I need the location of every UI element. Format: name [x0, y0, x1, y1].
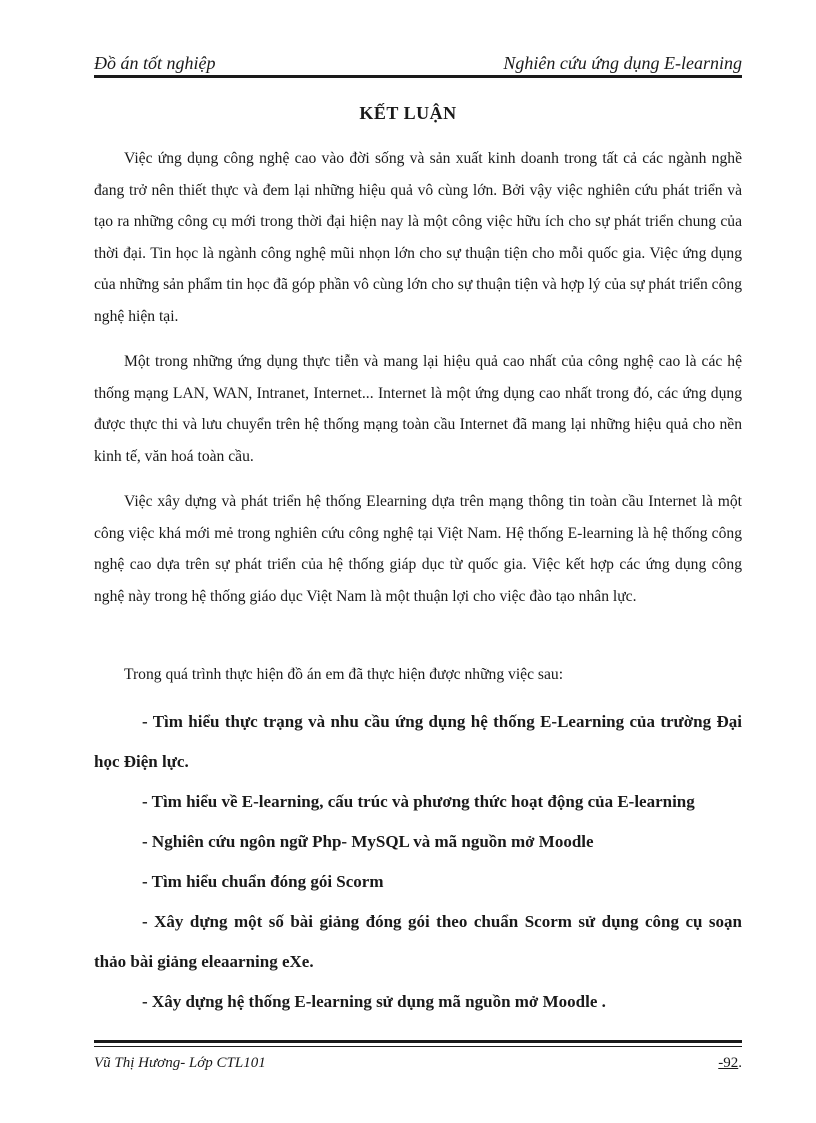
paragraph: Việc xây dựng và phát triển hệ thống Elearning dựa trên mạng thông tin toàn cầu Internet là một công việc khá mới mẻ trong nghiên cứu công nghệ tại Việt Nam. Hệ thống E-learning là hệ thống công nghệ cao dựa trên sự phát triển của hệ thống giáp dục từ quốc gia. Việc kết hợp các ứng dụng công nghệ này trong hệ thống giáo dục Việt Nam là một thuận lợi cho việc đào tạo nhân lực.: [94, 493, 742, 605]
list-item: - Tìm hiểu về E-learning, cấu trúc và phương thức hoạt động của E-learning: [142, 792, 695, 811]
paragraph: Một trong những ứng dụng thực tiễn và mang lại hiệu quả cao nhất của công nghệ cao là các hệ thống mạng LAN, WAN, Intranet, Internet... Internet là một ứng dụng cao nhất trong đó, các ứng dụng được thực thi và lưu chuyển trên hệ thống mạng toàn cầu Internet đã mang lại những hiệu quả cho nền kinh tế, văn hoá toàn cầu.: [94, 353, 742, 465]
footer-author: Vũ Thị Hương- Lớp CTL101: [94, 1055, 266, 1071]
page-number-text: -92: [718, 1055, 739, 1071]
page-title: KẾT LUẬN: [359, 103, 457, 123]
paragraph-block: [94, 346, 742, 472]
page-footer: [94, 1040, 742, 1074]
list-item: - Nghiên cứu ngôn ngữ Php- MySQL và mã nguồn mở Moodle: [142, 832, 594, 851]
header-doc-topic: Nghiên cứu ứng dụng E-learning: [503, 53, 742, 73]
paragraph-block: [94, 486, 742, 612]
header-rule: [94, 75, 742, 78]
list-item: - Tìm hiểu chuẩn đóng gói Scorm: [142, 872, 384, 891]
achievement-list: [94, 702, 742, 1022]
list-item: - Xây dựng một số bài giảng đóng gói theo chuẩn Scorm sử dụng công cụ soạn thảo bài giảng eleaarning eXe.: [94, 912, 742, 971]
paragraph: Việc ứng dụng công nghệ cao vào đời sống và sản xuất kinh doanh trong tất cả các ngành nghề đang trở nên thiết thực và đem lại những hiệu quả vô cùng lớn. Bởi vậy việc nghiên cứu phát triển và tạo ra những công cụ mới trong thời đại hiện nay là một công việc hữu ích cho sự phát triển chung của thời đại. Tin học là ngành công nghệ mũi nhọn lớn cho sự thuận tiện cho mỗi quốc gia. Việc ứng dụng của những sản phẩm tin học đã góp phần vô cùng lớn cho sự thuận tiện và hợp lý của sự phát triển công nghệ hiện tại.: [94, 150, 742, 325]
paragraph-block: [94, 659, 742, 691]
footer-rule: [94, 1040, 742, 1043]
paragraph-block: [94, 143, 742, 332]
page-header: [94, 51, 742, 79]
header-doc-type: Đồ án tốt nghiệp: [94, 53, 216, 73]
paragraph: Trong quá trình thực hiện đồ án em đã thực hiện được những việc sau:: [124, 666, 564, 683]
list-item: - Xây dựng hệ thống E-learning sử dụng mã nguồn mở Moodle .: [142, 992, 606, 1011]
page-number: -92.: [718, 1055, 742, 1071]
footer-rule-thin: [94, 1046, 742, 1047]
list-item: - Tìm hiểu thực trạng và nhu cầu ứng dụng hệ thống E-Learning của trường Đại học Điện lực.: [94, 712, 742, 771]
